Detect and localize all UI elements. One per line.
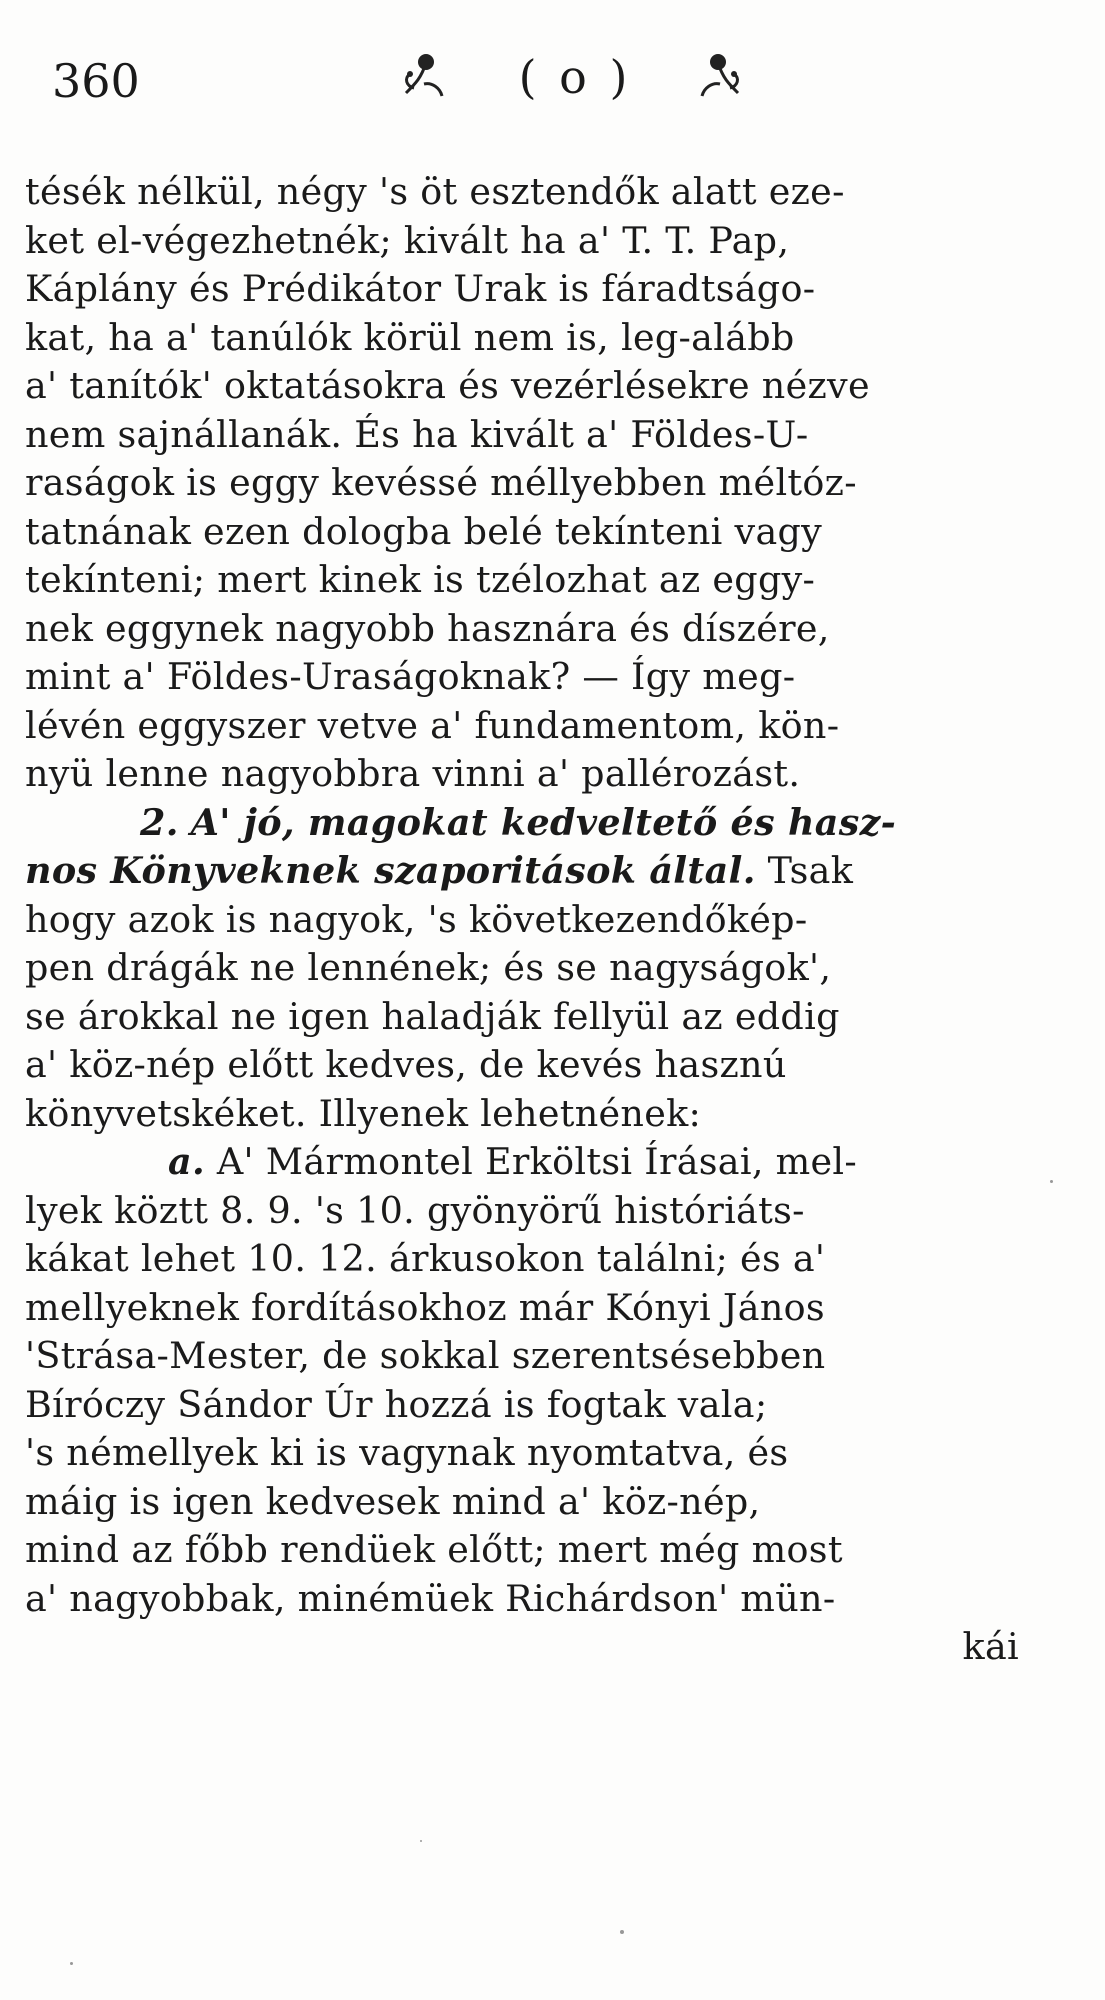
signature-mark: ( o ) bbox=[518, 50, 632, 104]
text-line: kat, ha a' tanúlók körül nem is, leg-alább bbox=[25, 315, 795, 359]
text-line: pen drágák ne lennének; és se nagyságok', bbox=[25, 946, 832, 989]
paper-speck bbox=[420, 1840, 422, 1842]
text-line: a' nagyobbak, minémüek Richárdson' mün- bbox=[25, 1576, 836, 1620]
item-label: a. bbox=[168, 1140, 205, 1183]
text-line: nek eggynek nagyobb hasznára és díszére, bbox=[25, 606, 830, 650]
text-line: a' köz-nép előtt kedves, de kevés hasznú bbox=[25, 1043, 787, 1086]
text-line: ket el-végezhetnék; kivált ha a' T. T. Pap, bbox=[25, 218, 790, 262]
paper-speck bbox=[1050, 1180, 1053, 1183]
text-line: nyü lenne nagyobbra vinni a' pallérozást. bbox=[25, 752, 801, 795]
text-line: a' tanítók' oktatásokra és vezérlésekre nézve bbox=[25, 364, 870, 407]
paper-speck bbox=[70, 1962, 73, 1965]
text-line: 'Strása-Mester, de sokkal szerentsésebben bbox=[25, 1334, 826, 1377]
text-line: 's némellyek ki is vagynak nyomtatva, és bbox=[25, 1431, 789, 1474]
text-line: se árokkal ne igen haladják fellyül az eddig bbox=[25, 994, 840, 1038]
floral-ornament-icon bbox=[396, 48, 456, 108]
paper-speck bbox=[620, 1930, 624, 1934]
text-line: lévén eggyszer vetve a' fundamentom, kön- bbox=[25, 703, 840, 747]
text-line: hogy azok is nagyok, 's következendőkép- bbox=[25, 897, 808, 941]
text-line: mind az főbb rendüek előtt; mert még most bbox=[25, 1528, 843, 1571]
section-title: A' jó, magokat kedveltető és hasz- bbox=[190, 800, 897, 844]
section-heading-line bbox=[25, 799, 1055, 848]
body-text bbox=[25, 168, 1055, 1672]
text-fragment: A' Mármontel Erköltsi Írásai, mel- bbox=[216, 1140, 858, 1183]
text-line: tekínteni; mert kinek is tzélozhat az eggy- bbox=[25, 558, 816, 601]
section-number: 2. bbox=[140, 800, 179, 844]
text-line: könyvetskéket. Illyenek lehetnének: bbox=[25, 1091, 702, 1135]
page-header bbox=[0, 40, 1105, 130]
text-line: tésék nélkül, négy 's öt esztendők alatt eze- bbox=[25, 170, 845, 213]
catchword: kái bbox=[962, 1625, 1019, 1668]
text-line: mellyeknek fordításokhoz már Kónyi János bbox=[25, 1285, 825, 1329]
text-line: máig is igen kedvesek mind a' köz-nép, bbox=[25, 1479, 761, 1523]
text-line: mint a' Földes-Uraságoknak? — Így meg- bbox=[25, 655, 796, 698]
text-line: raságok is eggy kevéssé méllyebben méltóz- bbox=[25, 461, 857, 504]
section-title: nos Könyveknek szaporitások által. bbox=[25, 849, 756, 892]
text-line: Káplány és Prédikátor Urak is fáradtságo- bbox=[25, 267, 816, 310]
text-line: lyek köztt 8. 9. 's 10. gyönyörű históriáts- bbox=[25, 1188, 805, 1232]
text-fragment: Tsak bbox=[767, 849, 854, 892]
list-item-line bbox=[25, 1138, 1055, 1187]
text-line: tatnának ezen dologba belé tekínteni vagy bbox=[25, 509, 823, 553]
text-line: Bíróczy Sándor Úr hozzá is fogtak vala; bbox=[25, 1382, 768, 1426]
floral-ornament-icon bbox=[688, 48, 748, 108]
page-number: 360 bbox=[52, 54, 140, 108]
text-line: nem sajnállanák. És ha kivált a' Földes-U- bbox=[25, 412, 809, 456]
text-line: kákat lehet 10. 12. árkusokon találni; és a' bbox=[25, 1237, 826, 1280]
section-heading-line bbox=[25, 847, 1055, 896]
